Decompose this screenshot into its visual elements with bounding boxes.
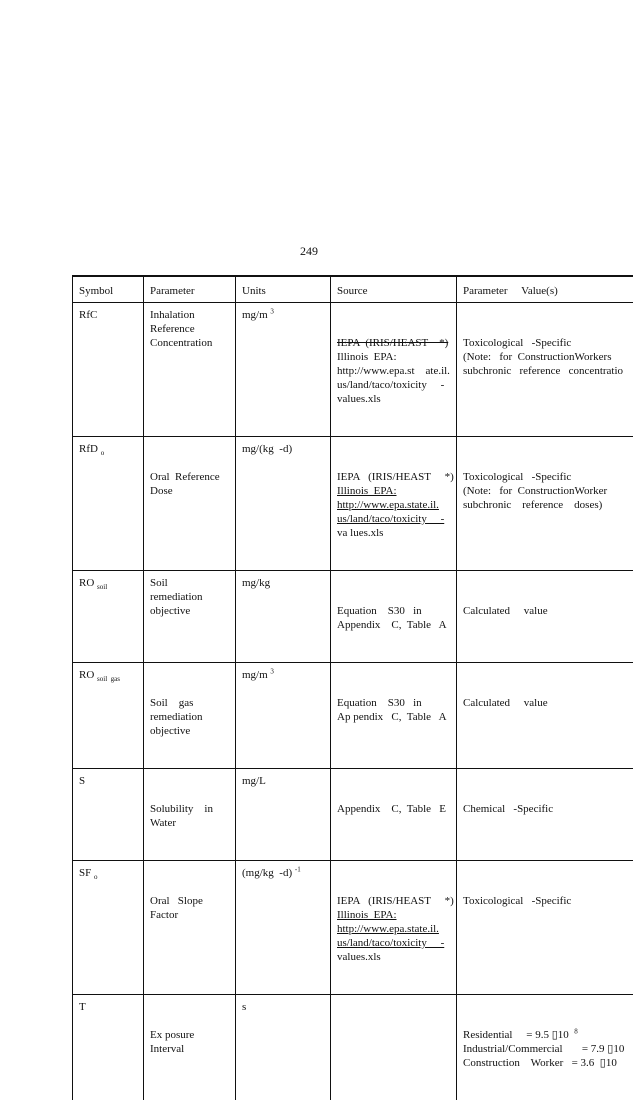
header-source: Source — [331, 276, 457, 303]
header-parameter: Parameter — [144, 276, 236, 303]
table-row — [73, 571, 633, 663]
symbol-cell: SF $_o$ — [73, 861, 144, 995]
parameter-cell: Ex posure Interval — [144, 995, 236, 1100]
parameter-table-container — [72, 275, 618, 712]
symbol-cell: S — [73, 769, 144, 861]
table-row — [73, 663, 633, 769]
value-cell: Residential = 9.5 ▯10 $^8$ Industrial/Commercial = 7.9 ▯10 Construction Worker = 3.6 ▯10 — [457, 995, 633, 1100]
source-cell: Equation S30 in Appendix C, Table A — [331, 571, 457, 663]
value-cell: Toxicological -Specific (Note: for ConstructionWorkers subchronic reference concentratio — [457, 303, 633, 437]
units-cell: mg/L — [236, 769, 331, 861]
value-cell: Toxicological -Specific (Note: for ConstructionWorker subchronic reference doses) — [457, 437, 633, 571]
source-cell: Equation S30 in Ap pendix C, Table A — [331, 663, 457, 769]
symbol-cell: T — [73, 995, 144, 1100]
header-symbol: Symbol — [73, 276, 144, 303]
parameter-cell: Oral Reference Dose — [144, 437, 236, 571]
symbol-cell: RO $_{soil}$ — [73, 571, 144, 663]
table-row — [73, 769, 633, 861]
table-row — [73, 861, 633, 995]
parameter-cell: Soil remediation objective — [144, 571, 236, 663]
value-cell: Calculated value — [457, 571, 633, 663]
symbol-cell: RfC — [73, 303, 144, 437]
table-header-row — [73, 276, 633, 303]
parameter-cell: Solubility in Water — [144, 769, 236, 861]
table-row — [73, 437, 633, 571]
symbol-cell: RO $_{soil gas}$ — [73, 663, 144, 769]
table-row — [73, 303, 633, 437]
parameter-cell: Oral Slope Factor — [144, 861, 236, 995]
units-cell: mg/(kg -d) — [236, 437, 331, 571]
units-cell: s — [236, 995, 331, 1100]
page-number: 249 — [0, 244, 618, 258]
parameter-cell: Soil gas remediation objective — [144, 663, 236, 769]
parameter-table — [72, 275, 633, 1100]
header-parameter-values: Parameter Value(s) — [457, 276, 633, 303]
source-cell: IEPA (IRIS/HEAST *) Illinois EPA: http://www.epa.st ate.il. us/land/taco/toxicity - values.xls — [331, 303, 457, 437]
parameter-cell: Inhalation Reference Concentration — [144, 303, 236, 437]
source-cell: IEPA (IRIS/HEAST *) Illinois EPA: http://www.epa.state.il. us/land/taco/toxicity - values.xls — [331, 861, 457, 995]
header-units: Units — [236, 276, 331, 303]
source-cell: IEPA (IRIS/HEAST *) Illinois EPA: http://www.epa.state.il. us/land/taco/toxicity - va lues.xls — [331, 437, 457, 571]
source-cell — [331, 995, 457, 1100]
units-cell: mg/m $^3$ — [236, 663, 331, 769]
value-cell: Chemical -Specific — [457, 769, 633, 861]
units-cell: (mg/kg -d) $^{-1}$ — [236, 861, 331, 995]
value-cell: Calculated value — [457, 663, 633, 769]
source-cell: Appendix C, Table E — [331, 769, 457, 861]
symbol-cell: RfD $_o$ — [73, 437, 144, 571]
units-cell: mg/kg — [236, 571, 331, 663]
table-row — [73, 995, 633, 1100]
units-cell: mg/m $^3$ — [236, 303, 331, 437]
value-cell: Toxicological -Specific — [457, 861, 633, 995]
